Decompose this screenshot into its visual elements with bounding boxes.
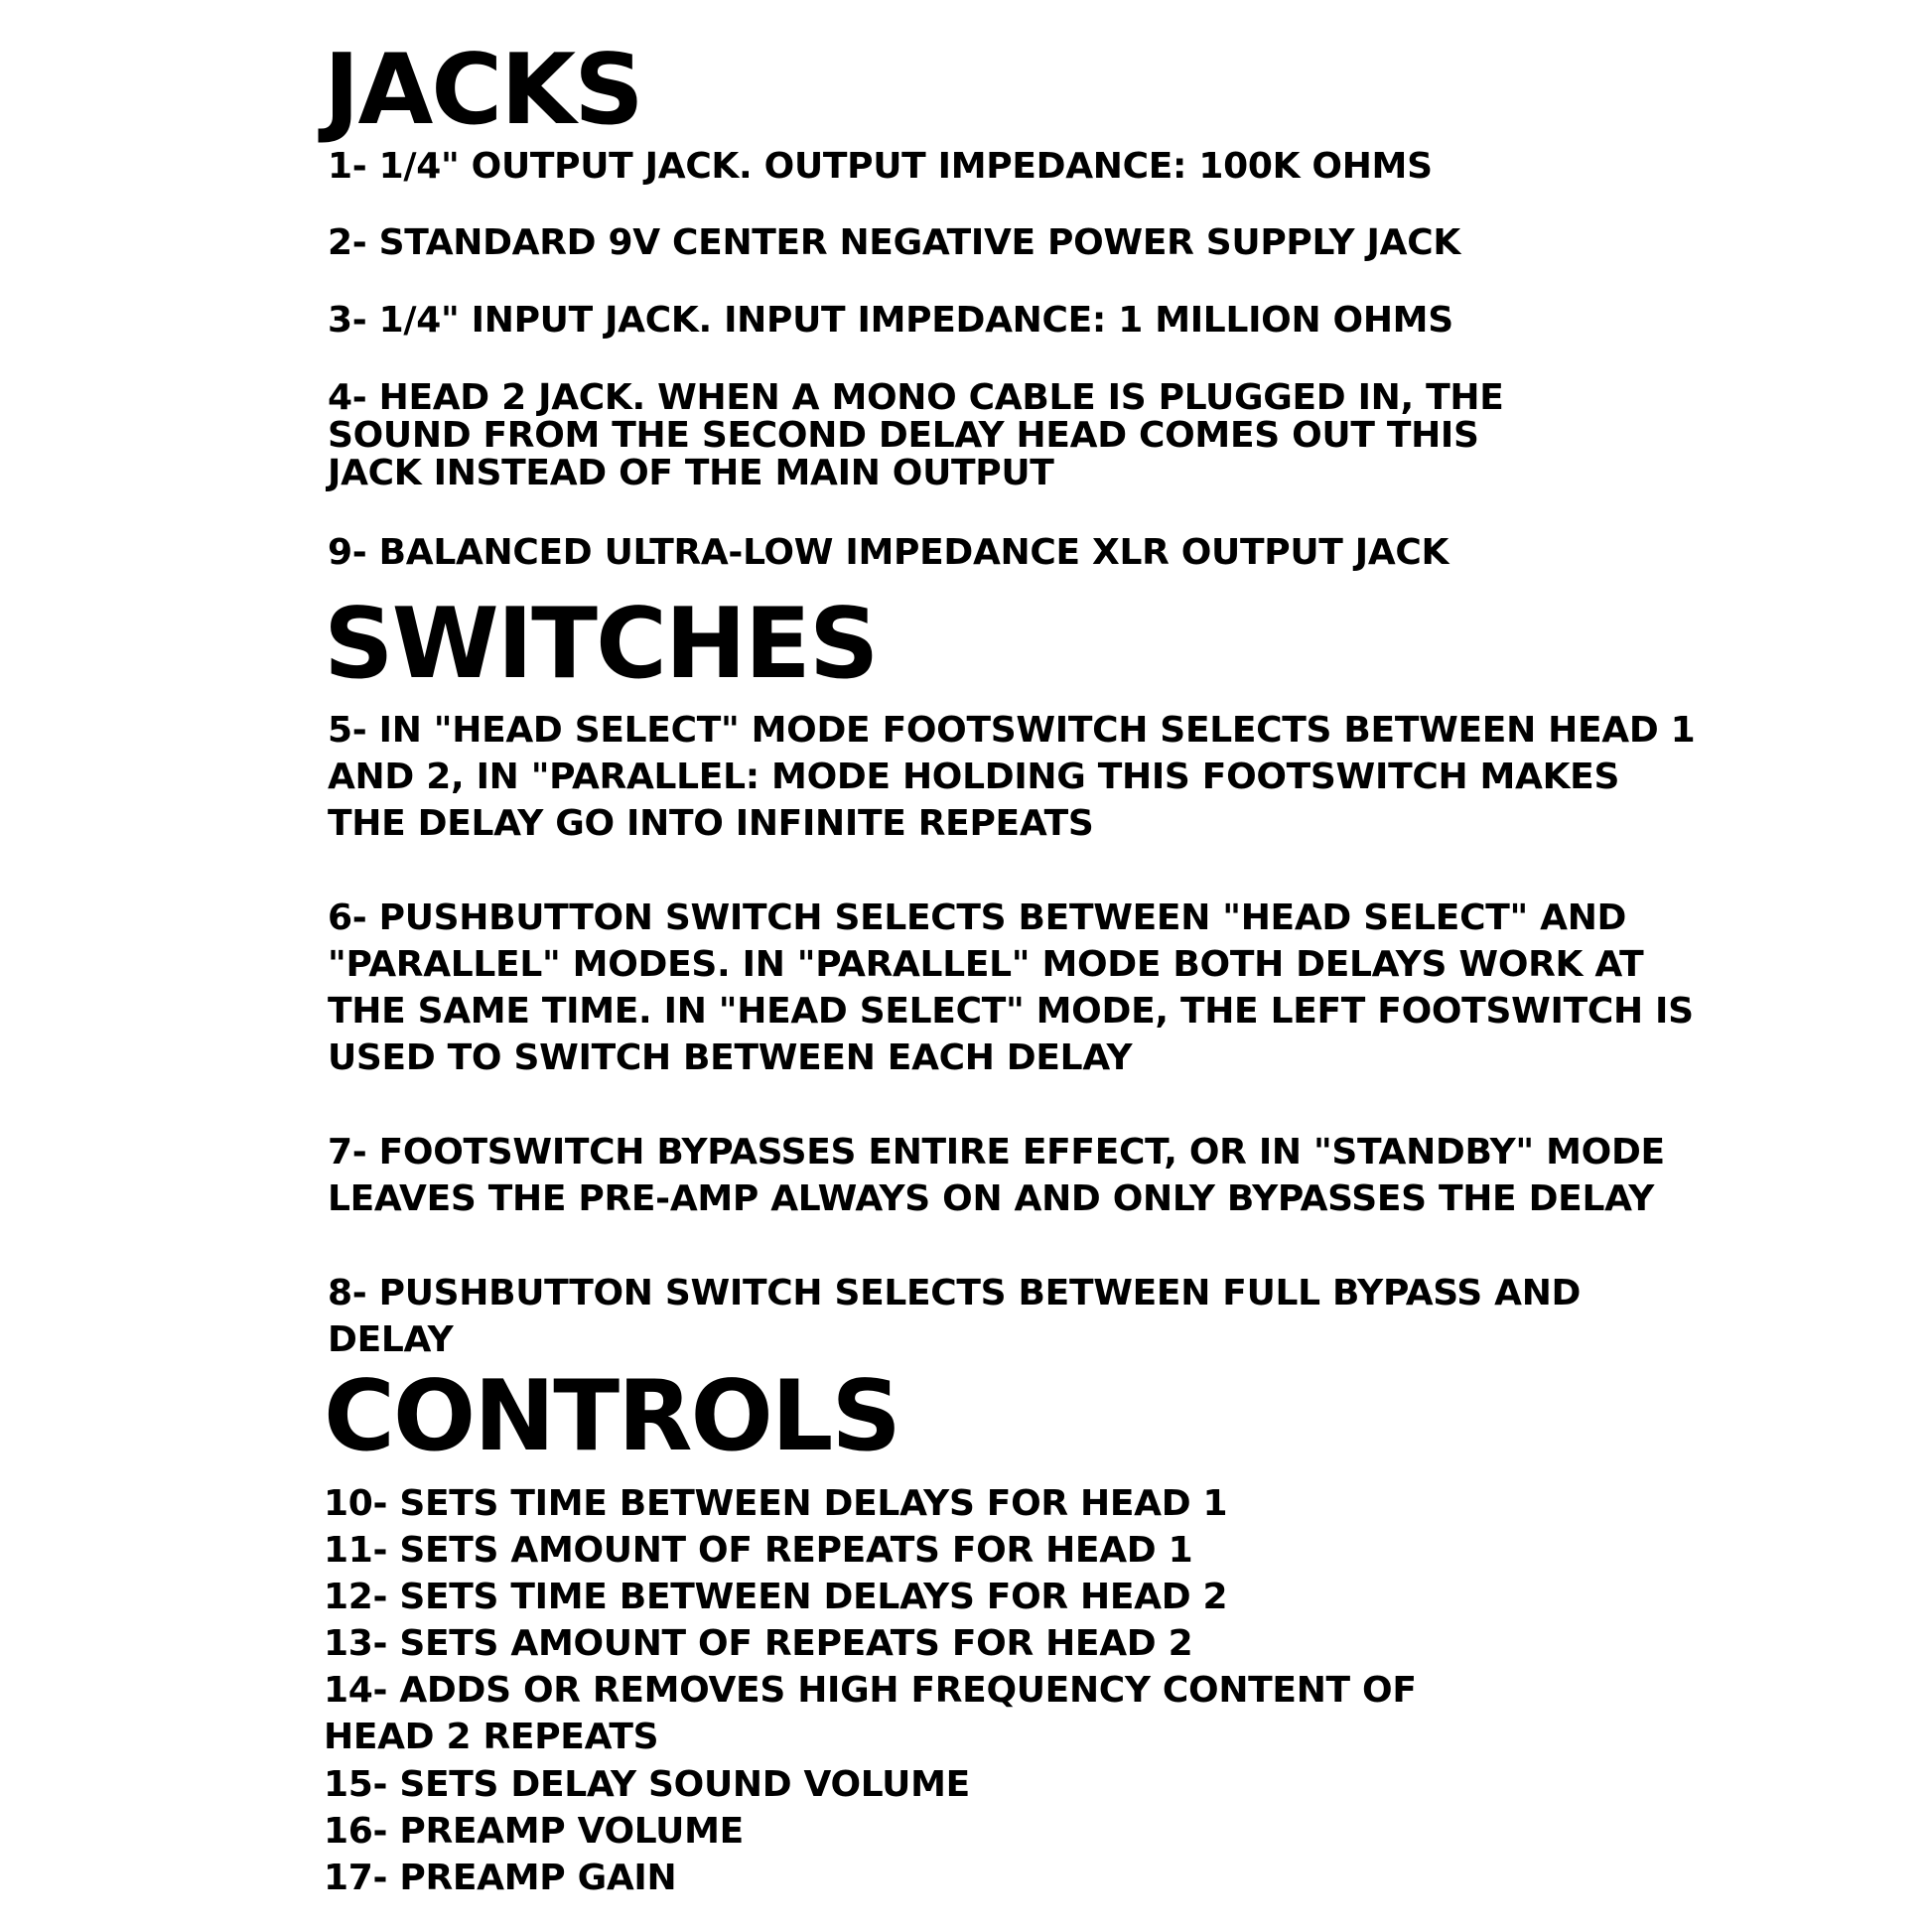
jack-item-2: 2- STANDARD 9V CENTER NEGATIVE POWER SUPPLY JACK [328, 222, 1460, 263]
control-item-10: 10- SETS TIME BETWEEN DELAYS FOR HEAD 1 [324, 1483, 1228, 1524]
control-item-17: 17- PREAMP GAIN [324, 1858, 677, 1898]
control-item-15: 15- SETS DELAY SOUND VOLUME [324, 1764, 970, 1805]
switch-item-5: 5- IN "HEAD SELECT" MODE FOOTSWITCH SELECTS BETWEEN HEAD 1 AND 2, IN "PARALLEL: MODE HOLDING THIS FOOTSWITCH MAKES THE DELAY GO INTO INFINITE REPEATS [328, 710, 1696, 844]
control-item-11: 11- SETS AMOUNT OF REPEATS FOR HEAD 1 [324, 1530, 1193, 1571]
jack-item-4: 4- HEAD 2 JACK. WHEN A MONO CABLE IS PLUGGED IN, THE SOUND FROM THE SECOND DELAY HEAD COMES OUT THIS JACK INSTEAD OF THE MAIN OUTPUT [328, 377, 1504, 493]
switches-heading: SWITCHES [324, 588, 878, 701]
jack-item-9: 9- BALANCED ULTRA-LOW IMPEDANCE XLR OUTPUT JACK [328, 532, 1449, 573]
switch-item-6: 6- PUSHBUTTON SWITCH SELECTS BETWEEN "HEAD SELECT" AND "PARALLEL" MODES. IN "PARALLEL" MODE BOTH DELAYS WORK AT THE SAME TIME. IN "HEAD SELECT" MODE, THE LEFT FOOTSWITCH IS USED TO SWITCH BETWEEN EACH DELAY [328, 897, 1694, 1078]
switch-item-7: 7- FOOTSWITCH BYPASSES ENTIRE EFFECT, OR IN "STANDBY" MODE LEAVES THE PRE-AMP ALWAYS ON AND ONLY BYPASSES THE DELAY [328, 1132, 1665, 1219]
jack-item-1: 1- 1/4" OUTPUT JACK. OUTPUT IMPEDANCE: 100K OHMS [328, 146, 1433, 187]
controls-heading: CONTROLS [324, 1360, 899, 1473]
control-item-13: 13- SETS AMOUNT OF REPEATS FOR HEAD 2 [324, 1623, 1193, 1664]
control-item-14: 14- ADDS OR REMOVES HIGH FREQUENCY CONTENT OF HEAD 2 REPEATS [324, 1670, 1417, 1757]
switch-item-8: 8- PUSHBUTTON SWITCH SELECTS BETWEEN FULL BYPASS AND DELAY [328, 1273, 1582, 1360]
control-item-12: 12- SETS TIME BETWEEN DELAYS FOR HEAD 2 [324, 1577, 1228, 1617]
jack-item-3: 3- 1/4" INPUT JACK. INPUT IMPEDANCE: 1 MILLION OHMS [328, 300, 1453, 341]
control-item-16: 16- PREAMP VOLUME [324, 1811, 744, 1852]
jacks-heading: JACKS [324, 34, 642, 147]
